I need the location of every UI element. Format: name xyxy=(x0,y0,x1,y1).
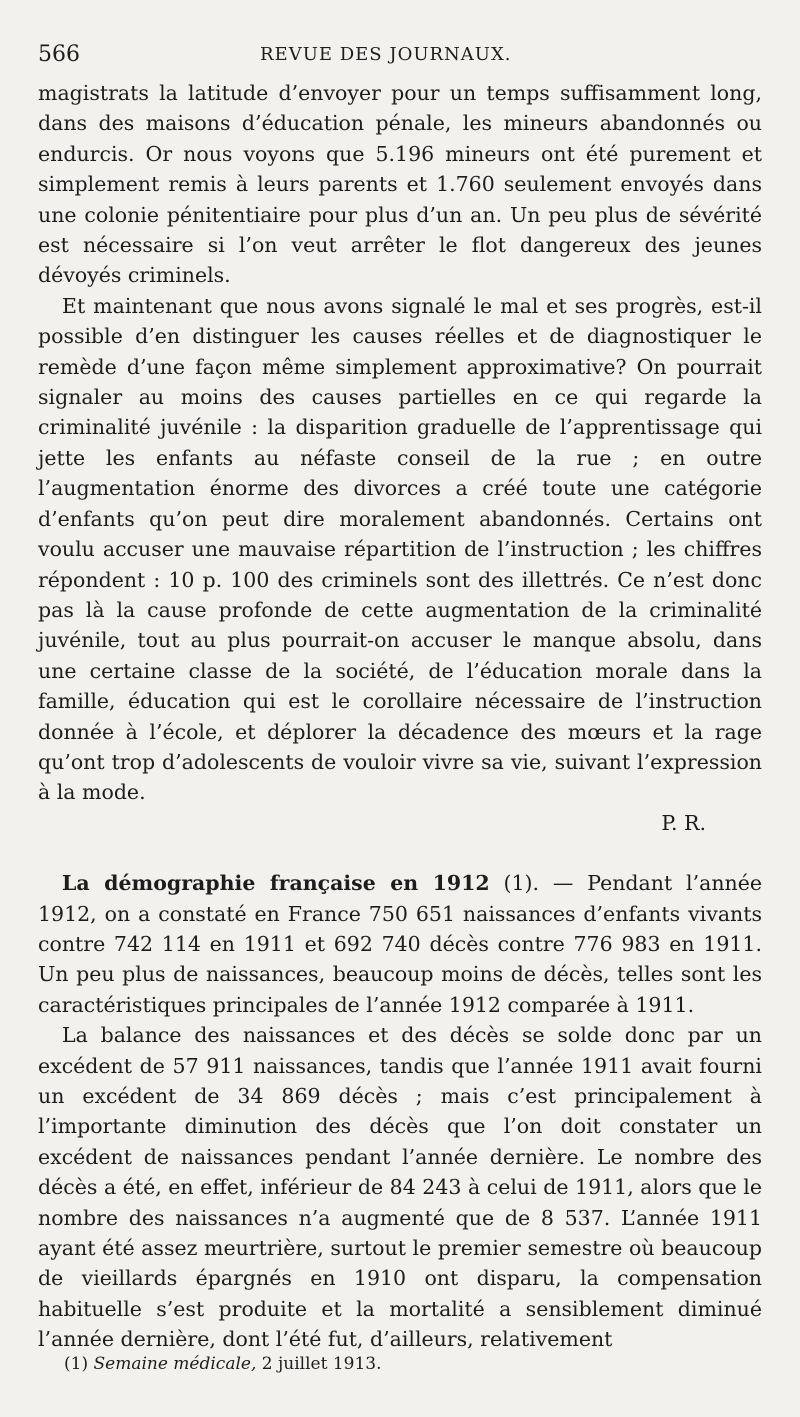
footnote-date: 2 juillet 1913. xyxy=(261,1354,382,1374)
footnote xyxy=(64,1354,382,1374)
article2-paragraph2: La balance des naissances et des décès se solde donc par un excédent de 57 911 naissances, tandis que l’année 1911 avait fourni un excédent de 34 869 décès ; mais c’est principalement à l’importante diminution des décès que l’on doit constater un excédent de naissances pendant l’année dernière. Le nombre des décès a été, en effet, inférieur de 84 243 à celui de 1911, alors que le nombre des naissances n’a augmenté que de 8 537. L’année 1911 ayant été assez meurtrière, surtout le premier semestre où beaucoup de vieillards épargnés en 1910 ont disparu, la compensation habituelle s’est produite et la mortalité a sensiblement diminué l’année dernière, dont l’été fut, d’ailleurs, relativement xyxy=(38,1023,762,1352)
article1-paragraph2: Et maintenant que nous avons signalé le mal et ses progrès, est-il possible d’en distinguer les causes réelles et de diagnostiquer le remède d’une façon même simplement approximative? On pourrait signaler au moins des causes partielles en ce qui regarde la criminalité juvénile : la disparition graduelle de l’apprentissage qui jette les enfants au néfaste conseil de la rue ; en outre l’augmentation énorme des divorces a créé toute une catégorie d’enfants qu’on peut dire moralement abandonnés. Certains ont voulu accuser une mauvaise répartition de l’instruction ; les chiffres répondent : 10 p. 100 des criminels sont des illettrés. Ce n’est donc pas là la cause profonde de cette augmentation de la criminalité juvénile, tout au plus pourrait-on accuser le manque absolu, dans une certaine classe de la société, de l’éducation morale dans la famille, éducation qui est le corollaire nécessaire de l’instruction donnée à l’école, et déplorer la décadence des mœurs et la rage qu’ont trop d’adolescents de vouloir vivre sa vie, suivant l’expression à la mode. xyxy=(38,293,762,805)
footnote-source: Semaine médicale, xyxy=(93,1354,257,1374)
section-title: La démographie française en 1912 xyxy=(62,871,490,896)
running-head: REVUE DES JOURNAUX. xyxy=(260,44,512,65)
article-criminalite xyxy=(38,78,762,838)
article1-paragraph1: magistrats la latitude d’envoyer pour un temps suffisamment long, dans des maisons d’éducation pénale, les mineurs abandonnés ou endurcis. Or nous voyons que 5.196 mineurs ont été purement et simplement remis à leurs parents et 1.760 seulement envoyés dans une colonie pénitentiaire pour plus d’un an. Un peu plus de sévérité est nécessaire si l’on veut arrêter le flot dangereux des jeunes dévoyés criminels. xyxy=(38,81,762,288)
section-spacer xyxy=(38,838,762,868)
footnote-ref: (1). xyxy=(489,871,540,896)
page-header xyxy=(38,38,762,78)
article2-paragraph1 xyxy=(38,868,762,1020)
article-demographie xyxy=(38,868,762,1355)
page-number: 566 xyxy=(38,42,80,67)
article1-signature: P. R. xyxy=(661,810,706,835)
footnote-marker: (1) xyxy=(64,1354,89,1374)
article2-intro: — Pendant l’année 1912, on a constaté en France 750 651 naissances d’enfants vivants contre 742 114 en 1911 et 692 740 décès contre 776 983 en 1911. Un peu plus de naissances, beaucoup moins de décès, telles sont les caractéristiques principales de l’année 1912 comparée à 1911. xyxy=(38,871,763,1017)
